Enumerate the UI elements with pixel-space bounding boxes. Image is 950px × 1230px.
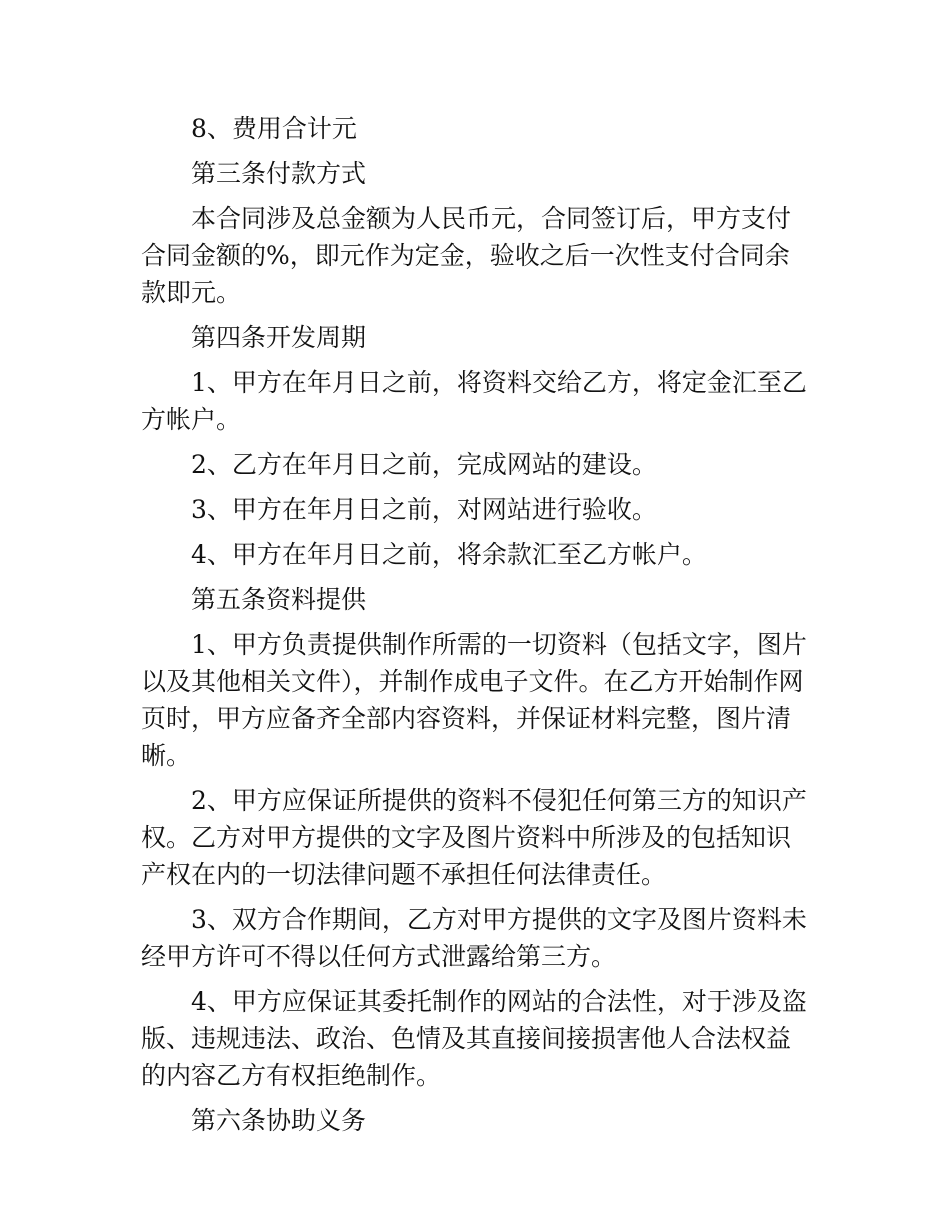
materials-item-3: 3、双方合作期间，乙方对甲方提供的文字及图片资料未经甲方许可不得以任何方式泄露给第三方。 [141,905,807,971]
schedule-item-4: 4、甲方在年月日之前，将余款汇至乙方帐户。 [191,540,707,569]
clause-item-fee-total: 8、费用合计元 [191,114,357,143]
document-body [141,110,813,1147]
schedule-item-3: 3、甲方在年月日之前，对网站进行验收。 [191,495,657,524]
paragraph-payment-terms: 本合同涉及总金额为人民币元，合同签订后，甲方支付合同金额的%，即元作为定金，验收之后一次性支付合同余款即元。 [141,204,792,307]
schedule-item-2: 2、乙方在年月日之前，完成网站的建设。 [191,450,657,479]
materials-item-4: 4、甲方应保证其委托制作的网站的合法性，对于涉及盗版、违规违法、政治、色情及其直接间接损害他人合法权益的内容乙方有权拒绝制作。 [141,987,807,1090]
heading-article-3-payment: 第三条付款方式 [191,159,367,188]
schedule-item-1: 1、甲方在年月日之前，将资料交给乙方，将定金汇至乙方帐户。 [141,368,807,434]
heading-article-5-materials: 第五条资料提供 [191,585,367,614]
heading-article-6-assistance: 第六条协助义务 [191,1106,367,1135]
materials-item-1: 1、甲方负责提供制作所需的一切资料（包括文字，图片以及其他相关文件），并制作成电子文件。在乙方开始制作网页时，甲方应备齐全部内容资料，并保证材料完整，图片清晰。 [141,630,807,770]
heading-article-4-schedule: 第四条开发周期 [191,323,367,352]
materials-item-2: 2、甲方应保证所提供的资料不侵犯任何第三方的知识产权。乙方对甲方提供的文字及图片资料中所涉及的包括知识产权在内的一切法律问题不承担任何法律责任。 [141,786,807,889]
